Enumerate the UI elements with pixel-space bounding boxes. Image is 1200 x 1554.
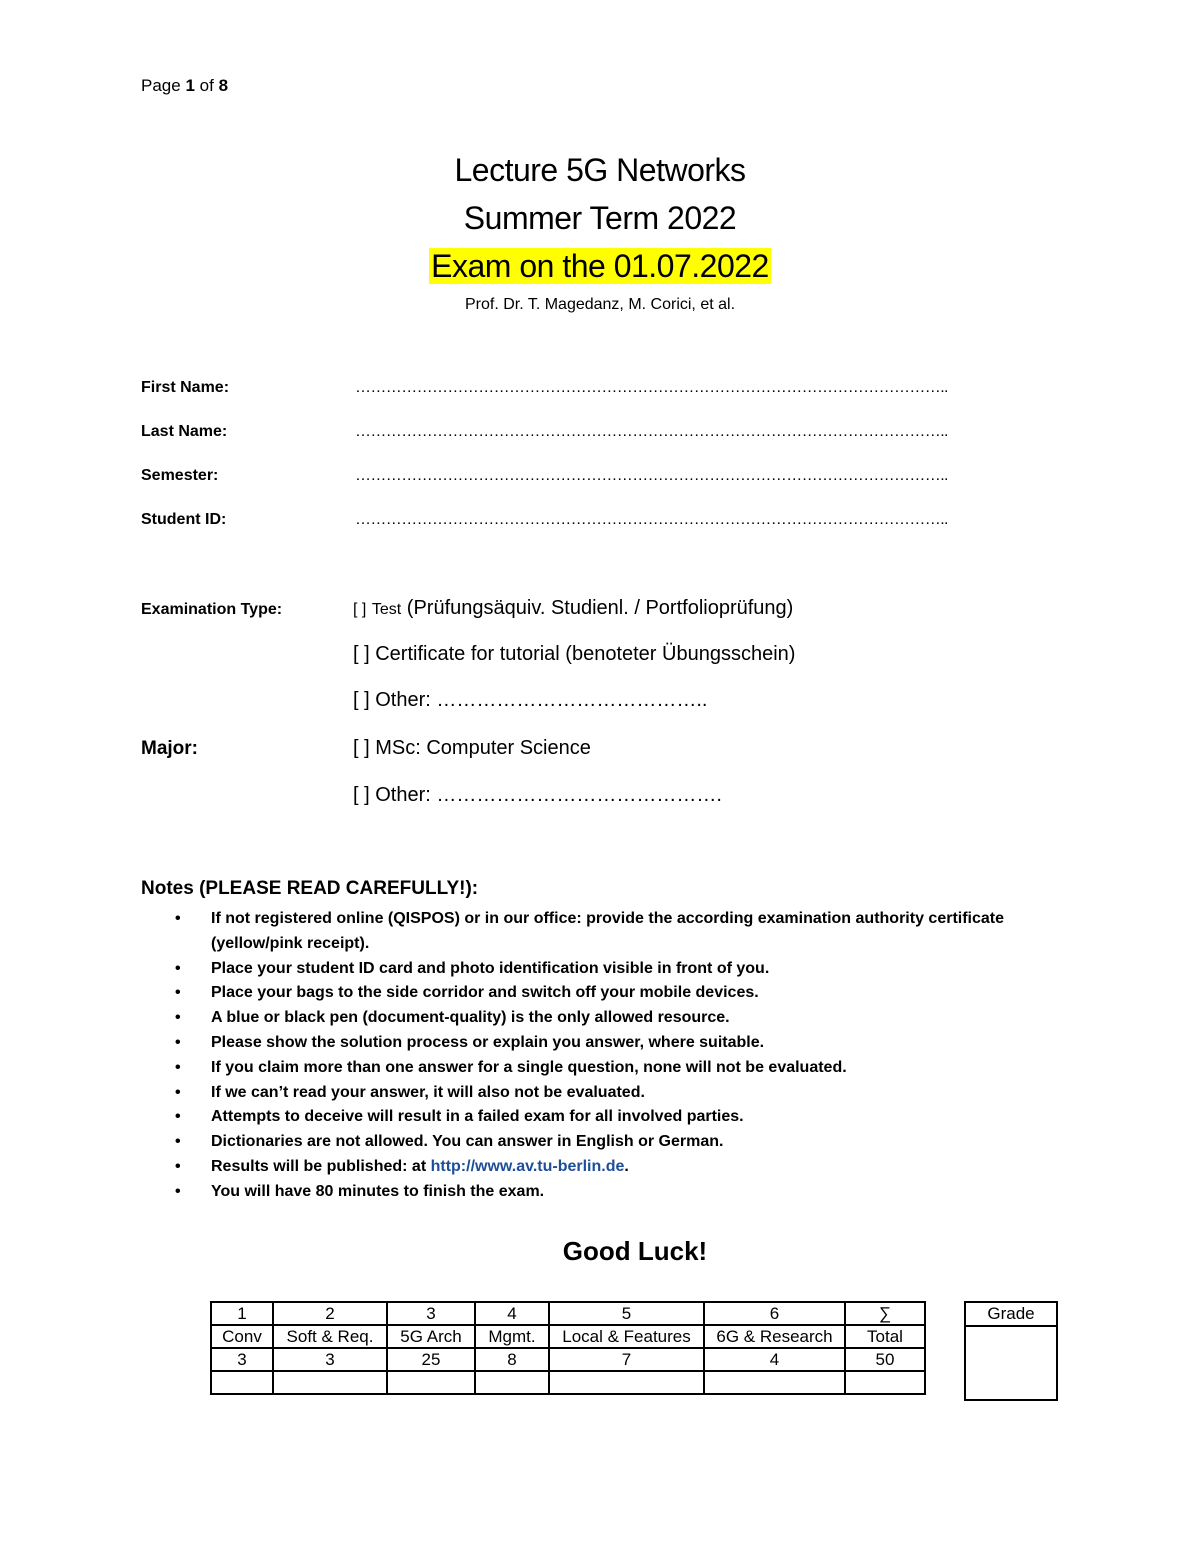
table-cell: 4 (704, 1348, 845, 1371)
first-name-field[interactable]: …………………………………………………………………………………………………….. (355, 379, 948, 396)
exam-date-title: Exam on the 01.07.2022 (431, 248, 769, 284)
list-item: • If not registered online (QISPOS) or in our office: provide the according examination authority certificate (yellow/pink receipt). (175, 910, 1005, 952)
score-cell[interactable] (387, 1371, 475, 1394)
grade-header: Grade (965, 1302, 1057, 1326)
student-id-field[interactable]: …………………………………………………………………………………………………….. (355, 511, 948, 528)
first-name-label: First Name: (141, 379, 230, 396)
list-item: • Dictionaries are not allowed. You can answer in English or German. (175, 1133, 724, 1151)
list-item: • Please show the solution process or explain you answer, where suitable. (175, 1033, 765, 1051)
table-row (211, 1325, 925, 1348)
score-cell[interactable] (845, 1371, 925, 1394)
major-option-cs[interactable]: [ ] MSc: Computer Science (353, 737, 591, 759)
semester-label: Semester: (141, 467, 219, 484)
semester-field[interactable]: …………………………………………………………………………………………………….. (355, 467, 948, 484)
table-cell: 3 (211, 1348, 273, 1371)
list-item: • A blue or black pen (document-quality) is the only allowed resource. (175, 1009, 730, 1027)
notes-list (175, 907, 1055, 1205)
score-cell[interactable] (211, 1371, 273, 1394)
table-cell: 1 (211, 1302, 273, 1325)
list-item: • You will have 80 minutes to finish the exam. (175, 1182, 545, 1200)
exam-type-label: Examination Type: (141, 601, 283, 618)
table-cell: 25 (387, 1348, 475, 1371)
table-cell: ∑ (845, 1302, 925, 1325)
authors: Prof. Dr. T. Magedanz, M. Corici, et al. (464, 296, 736, 313)
term-title: Summer Term 2022 (463, 200, 737, 236)
list-item: • Attempts to deceive will result in a failed exam for all involved parties. (175, 1108, 744, 1126)
page-number: Page 1 of 8 (141, 76, 229, 95)
grade-cell[interactable] (965, 1326, 1057, 1400)
points-table (210, 1301, 926, 1395)
table-cell: Local & Features (549, 1325, 704, 1348)
table-cell: Mgmt. (475, 1325, 549, 1348)
score-cell[interactable] (549, 1371, 704, 1394)
table-cell: 8 (475, 1348, 549, 1371)
exam-type-option-other[interactable]: [ ] Other: ………………………………….. (353, 689, 708, 711)
good-luck: Good Luck! (562, 1236, 708, 1266)
exam-type-option-certificate[interactable]: [ ] Certificate for tutorial (benoteter Übungsschein) (353, 643, 796, 665)
major-option-other[interactable]: [ ] Other: ……………………………………. (353, 784, 722, 806)
score-cell[interactable] (704, 1371, 845, 1394)
table-cell: 2 (273, 1302, 387, 1325)
table-cell: 6 (704, 1302, 845, 1325)
table-row (965, 1326, 1057, 1400)
list-item: • Place your bags to the side corridor and switch off your mobile devices. (175, 984, 759, 1002)
list-item: • Place your student ID card and photo identification visible in front of you. (175, 959, 770, 977)
table-cell: 3 (273, 1348, 387, 1371)
exam-type-option-test[interactable]: [ ] Test (Prüfungsäquiv. Studienl. / Portfolioprüfung) (353, 597, 794, 619)
major-label: Major: (141, 738, 198, 759)
table-cell: 6G & Research (704, 1325, 845, 1348)
results-link[interactable]: http://www.av.tu-berlin.de (430, 1157, 625, 1175)
table-cell: 3 (387, 1302, 475, 1325)
table-cell: 5 (549, 1302, 704, 1325)
grade-table (964, 1301, 1058, 1401)
list-item: • If we can’t read your answer, it will also not be evaluated. (175, 1083, 645, 1101)
table-row (211, 1348, 925, 1371)
score-cell[interactable] (273, 1371, 387, 1394)
table-cell: 50 (845, 1348, 925, 1371)
table-cell: 5G Arch (387, 1325, 475, 1348)
list-item: • Results will be published: at http://www.av.tu-berlin.de. (175, 1157, 629, 1175)
lecture-title: Lecture 5G Networks (454, 152, 746, 188)
last-name-field[interactable]: …………………………………………………………………………………………………….. (355, 423, 948, 440)
notes-heading: Notes (PLEASE READ CAREFULLY!): (141, 878, 479, 899)
list-item: • If you claim more than one answer for a single question, none will not be evaluated. (175, 1058, 847, 1076)
score-cell[interactable] (475, 1371, 549, 1394)
table-cell: Soft & Req. (273, 1325, 387, 1348)
student-id-label: Student ID: (141, 511, 227, 528)
table-row (965, 1302, 1057, 1326)
table-row (211, 1371, 925, 1394)
last-name-label: Last Name: (141, 423, 228, 440)
table-cell: Conv (211, 1325, 273, 1348)
table-cell: 4 (475, 1302, 549, 1325)
table-cell: 7 (549, 1348, 704, 1371)
title-block (0, 146, 1200, 318)
table-row (211, 1302, 925, 1325)
table-cell: Total (845, 1325, 925, 1348)
